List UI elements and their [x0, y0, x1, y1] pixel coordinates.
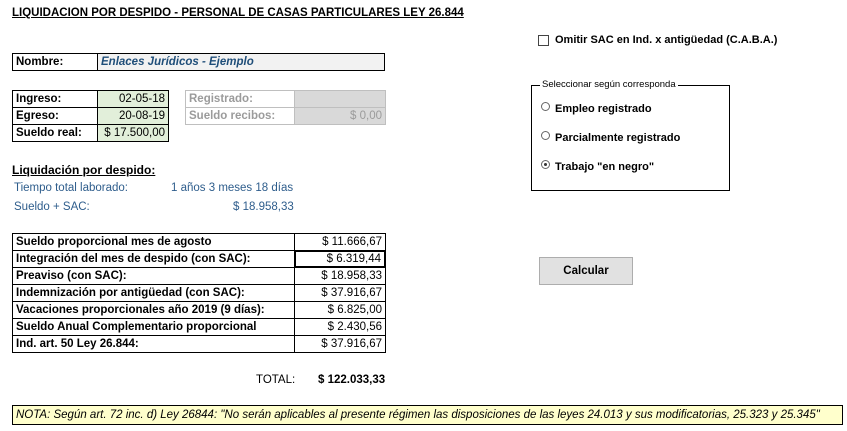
row-label: Sueldo proporcional mes de agosto — [12, 233, 295, 251]
total-value: $ 122.033,33 — [318, 374, 386, 386]
total-label: TOTAL: — [256, 374, 296, 386]
sueldo-sac-value: $ 18.958,33 — [233, 201, 294, 213]
row-value: $ 18.958,33 — [294, 267, 386, 285]
sueldo-recibos-label: Sueldo recibos: — [185, 107, 295, 125]
row-value-selected[interactable]: $ 6.319,44 — [294, 250, 386, 268]
ingreso-label: Ingreso: — [12, 90, 98, 108]
row-label: Vacaciones proporcionales año 2019 (9 días): — [12, 301, 295, 319]
tiempo-label: Tiempo total laborado: — [14, 182, 129, 194]
calcular-button[interactable]: Calcular — [539, 257, 633, 285]
egreso-label: Egreso: — [12, 107, 98, 125]
registrado-label: Registrado: — [185, 90, 295, 108]
row-value: $ 6.825,00 — [294, 301, 386, 319]
row-label: Ind. art. 50 Ley 26.844: — [12, 335, 295, 353]
radio-icon[interactable] — [541, 131, 550, 140]
row-value: $ 11.666,67 — [294, 233, 386, 251]
radio-label: Parcialmente registrado — [555, 132, 681, 144]
group-legend: Seleccionar según corresponda — [542, 79, 676, 90]
radio-trabajo-en-negro[interactable] — [541, 161, 654, 173]
page-title: LIQUIDACION POR DESPIDO - PERSONAL DE CASAS PARTICULARES LEY 26.844 — [12, 7, 464, 19]
nombre-label: Nombre: — [12, 53, 98, 71]
sueldo-sac-label: Sueldo + SAC: — [14, 201, 90, 213]
row-value: $ 2.430,56 — [294, 318, 386, 336]
sueldo-real-field[interactable]: $ 17.500,00 — [97, 124, 169, 142]
row-label: Integración del mes de despido (con SAC): — [12, 250, 295, 268]
omitir-sac-label: Omitir SAC en Ind. x antigüedad (C.A.B.A.) — [555, 34, 778, 46]
registrado-field[interactable] — [294, 90, 386, 108]
row-value: $ 37.916,67 — [294, 284, 386, 302]
liquidacion-heading: Liquidación por despido: — [12, 163, 156, 177]
radio-empleo-registrado[interactable] — [541, 103, 652, 115]
tiempo-value: 1 años 3 meses 18 días — [171, 182, 294, 194]
radio-selected-icon[interactable] — [541, 160, 550, 169]
nombre-field[interactable]: Enlaces Jurídicos - Ejemplo — [97, 53, 385, 71]
omitir-sac-checkbox[interactable] — [538, 34, 777, 46]
radio-icon[interactable] — [541, 102, 550, 111]
row-label: Sueldo Anual Complementario proporcional — [12, 318, 295, 336]
egreso-field[interactable]: 20-08-19 — [97, 107, 169, 125]
row-label: Preaviso (con SAC): — [12, 267, 295, 285]
radio-label: Empleo registrado — [555, 103, 652, 115]
radio-parcialmente-registrado[interactable] — [541, 132, 680, 144]
sueldo-recibos-field[interactable]: $ 0,00 — [294, 107, 386, 125]
row-label: Indemnización por antigüedad (con SAC): — [12, 284, 295, 302]
radio-label: Trabajo "en negro" — [555, 161, 655, 173]
sueldo-real-label: Sueldo real: — [12, 124, 98, 142]
legal-note: NOTA: Según art. 72 inc. d) Ley 26844: "No serán aplicables al presente régimen las disposiciones de las leyes 24.013 y sus modificatorias, 25.323 y 25.345" — [12, 405, 843, 425]
ingreso-field[interactable]: 02-05-18 — [97, 90, 169, 108]
row-value: $ 37.916,67 — [294, 335, 386, 353]
checkbox-icon[interactable] — [538, 35, 549, 46]
